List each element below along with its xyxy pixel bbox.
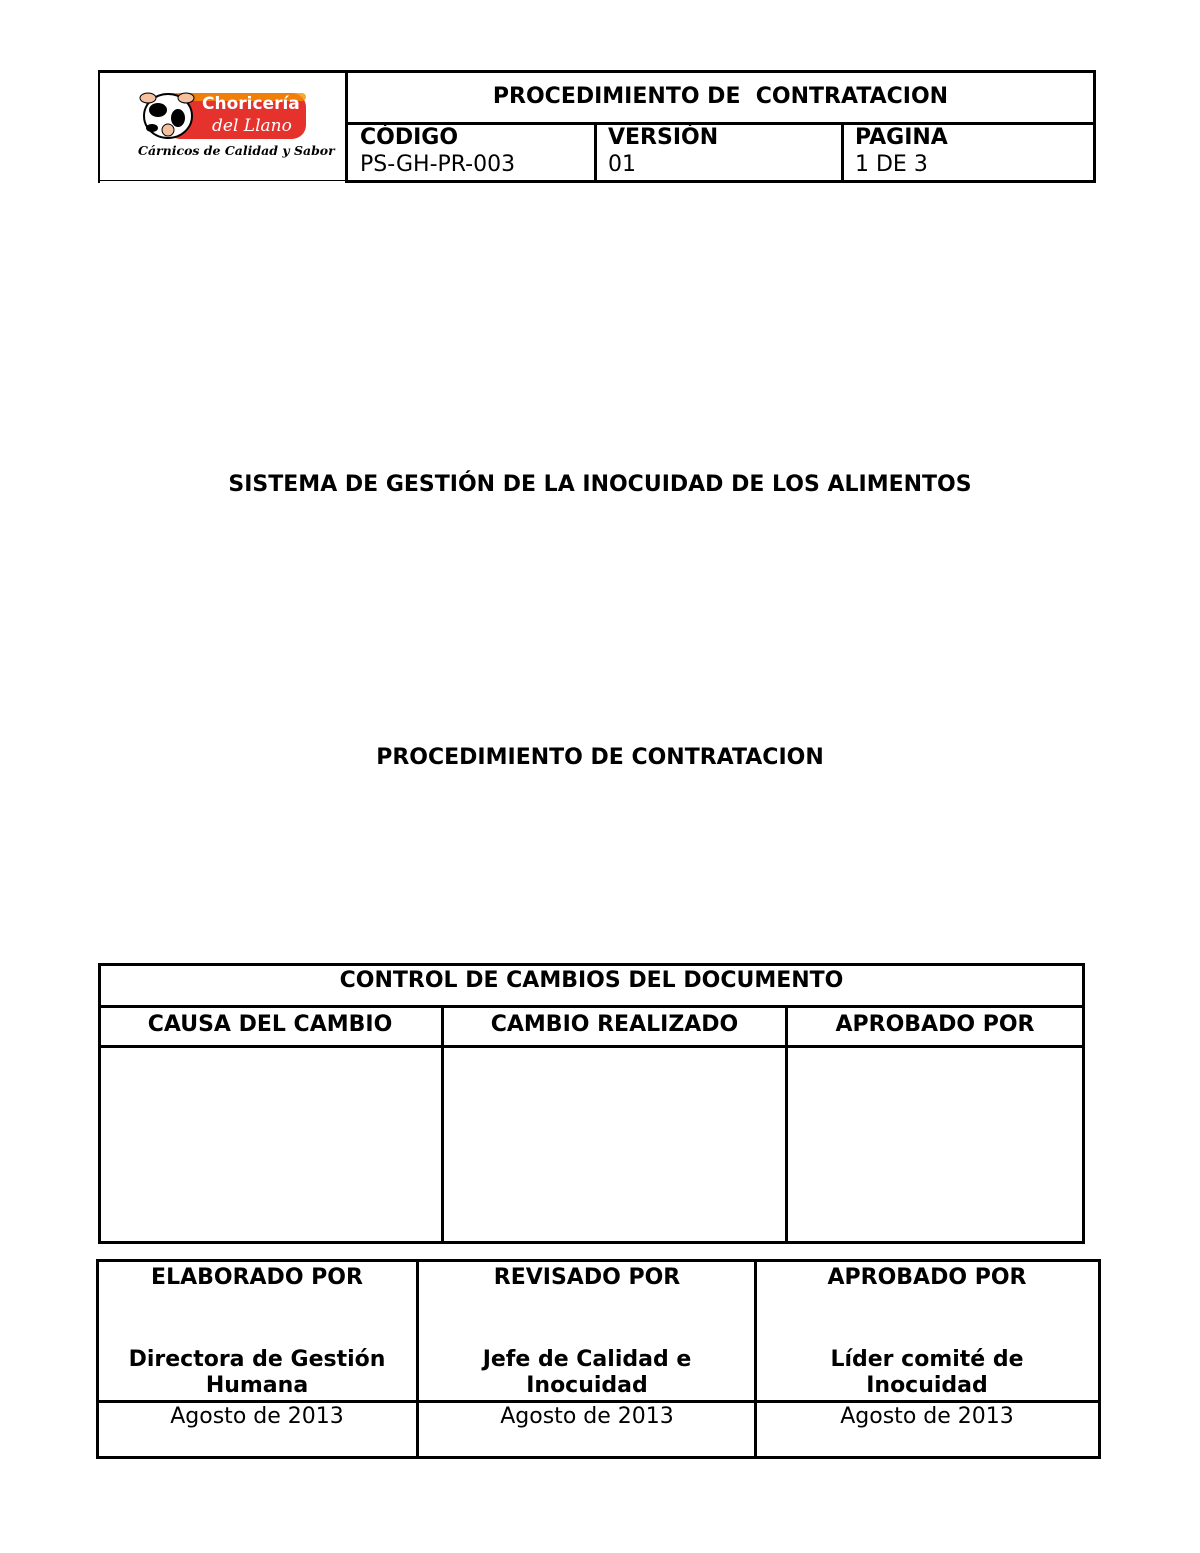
- procedure-title: PROCEDIMIENTO DE CONTRATACION: [376, 745, 824, 770]
- header-border-left: [98, 70, 100, 183]
- revisado-por-heading: REVISADO POR: [493, 1265, 681, 1290]
- change-control-table: [98, 963, 1085, 1244]
- elaborado-por-date: Agosto de 2013: [170, 1404, 344, 1429]
- logo-brand-line2: del Llano: [212, 116, 292, 136]
- change-control-title: CONTROL DE CAMBIOS DEL DOCUMENTO: [339, 968, 844, 993]
- logo-tagline: Cárnicos de Calidad y Sabor: [138, 143, 335, 158]
- header-logo-border-bottom: [98, 180, 346, 181]
- approvals-table: [96, 1259, 1101, 1459]
- elaborado-por-heading: ELABORADO POR: [151, 1265, 363, 1290]
- empty-cell-aprobado: [788, 1048, 1082, 1241]
- header-divider-code: [594, 122, 597, 183]
- system-title: SISTEMA DE GESTIÓN DE LA INOCUIDAD DE LOS ALIMENTOS: [228, 472, 972, 497]
- header-code-value: PS-GH-PR-003: [360, 152, 516, 177]
- elaborado-por-role-line2: Humana: [205, 1373, 309, 1398]
- header-border-bottom: [346, 180, 1096, 183]
- header-version-label: VERSIÓN: [608, 125, 719, 150]
- header-divider-title: [346, 122, 1096, 125]
- header-page-value: 1 DE 3: [855, 152, 928, 177]
- company-logo: [138, 90, 335, 165]
- document-header-table: [98, 70, 1096, 183]
- revisado-por-date: Agosto de 2013: [500, 1404, 674, 1429]
- header-code-label: CÓDIGO: [360, 125, 459, 150]
- aprobado-por-role-line2: Inocuidad: [866, 1373, 988, 1398]
- column-aprobado-por: APROBADO POR: [835, 1012, 1035, 1037]
- aprobado-por-heading: APROBADO POR: [827, 1265, 1027, 1290]
- header-document-title: PROCEDIMIENTO DE CONTRATACION: [492, 84, 949, 109]
- aprobado-por-role-line1: Líder comité de: [830, 1347, 1024, 1372]
- header-version-value: 01: [608, 152, 636, 177]
- column-cambio-realizado: CAMBIO REALIZADO: [490, 1012, 739, 1037]
- aprobado-por-date: Agosto de 2013: [840, 1404, 1014, 1429]
- header-border-right: [1093, 70, 1096, 183]
- header-divider-version: [841, 122, 844, 183]
- empty-cell-cambio: [444, 1048, 785, 1241]
- column-causa-del-cambio: CAUSA DEL CAMBIO: [147, 1012, 393, 1037]
- empty-cell-causa: [101, 1048, 441, 1241]
- revisado-por-role-line2: Inocuidad: [526, 1373, 648, 1398]
- revisado-por-role-line1: Jefe de Calidad e: [482, 1347, 692, 1372]
- elaborado-por-role-line1: Directora de Gestión: [128, 1347, 386, 1372]
- header-page-label: PAGINA: [855, 125, 948, 150]
- header-border-top: [98, 70, 1096, 73]
- logo-brand-line1: Choricería: [202, 94, 300, 114]
